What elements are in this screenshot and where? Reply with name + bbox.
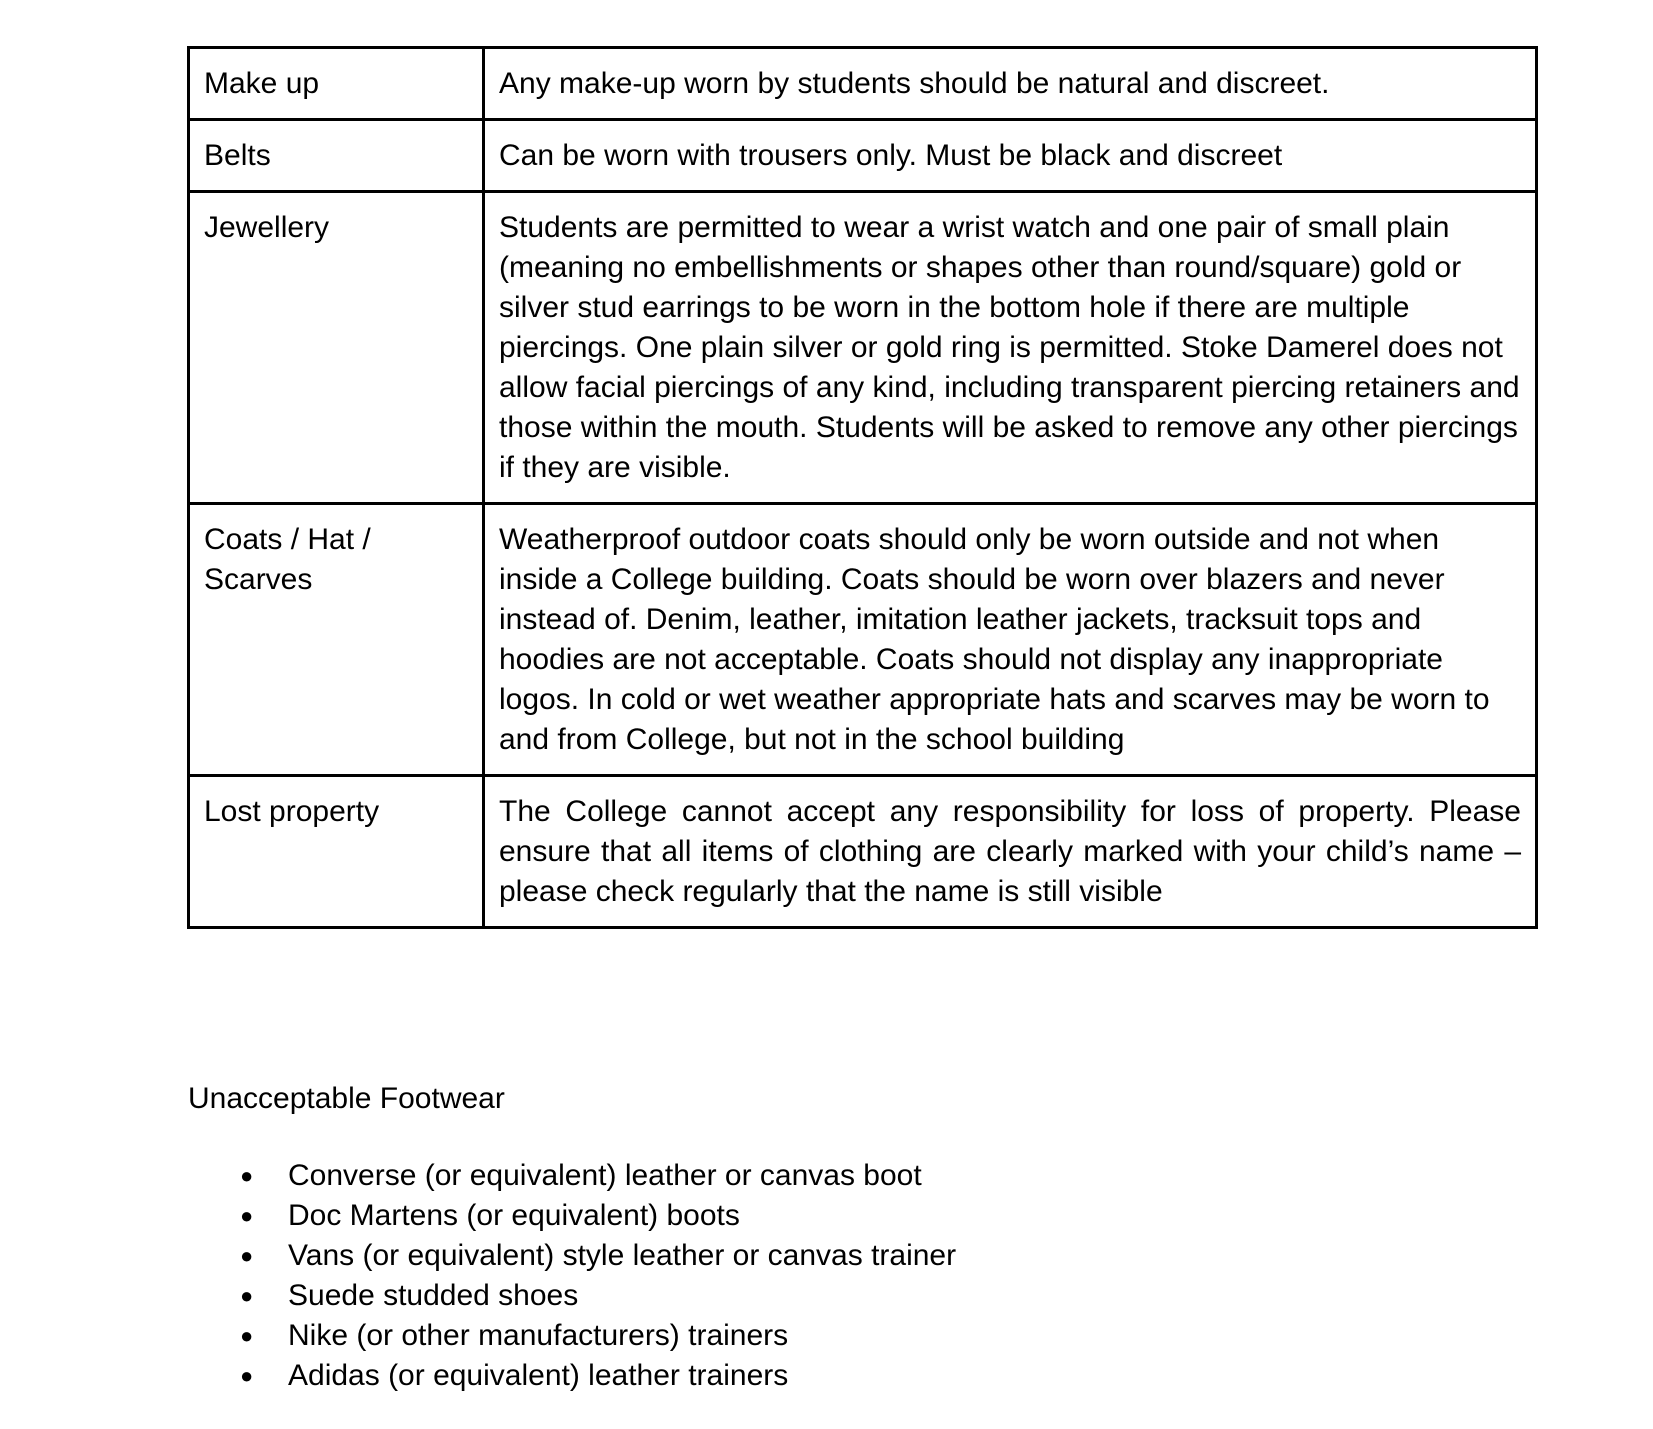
- table-row-coats-hat-scarves: [189, 504, 1537, 776]
- row-label: Lost property: [189, 776, 484, 928]
- list-item: [188, 1196, 956, 1236]
- row-label: Jewellery: [189, 192, 484, 504]
- list-item: [188, 1156, 956, 1196]
- unacceptable-footwear-list: [188, 1156, 956, 1396]
- list-item-text: Doc Martens (or equivalent) boots: [288, 1199, 740, 1232]
- row-label: Coats / Hat / Scarves: [189, 504, 484, 776]
- list-item-text: Nike (or other manufacturers) trainers: [288, 1319, 789, 1352]
- bullet-icon: ●: [240, 1283, 254, 1308]
- unacceptable-footwear-heading: Unacceptable Footwear: [188, 1082, 505, 1115]
- row-description: The College cannot accept any responsibility for loss of property. Please ensure that all items of clothing are clearly marked with your child’s name – please check regularly that the name is still visible: [484, 776, 1537, 928]
- table-row-belts: [189, 120, 1537, 192]
- table-row-jewellery: [189, 192, 1537, 504]
- bullet-icon: ●: [240, 1243, 254, 1268]
- list-item: [188, 1276, 956, 1316]
- list-item-text: Vans (or equivalent) style leather or canvas trainer: [288, 1239, 957, 1272]
- row-description: Can be worn with trousers only. Must be black and discreet: [484, 120, 1537, 192]
- row-description: Weatherproof outdoor coats should only be worn outside and not when inside a College building. Coats should be worn over blazers and never instead of. Denim, leather, imitation leather jackets, tracksuit tops and hoodies are not acceptable. Coats should not display any inappropriate logos. In cold or wet weather appropriate hats and scarves may be worn to and from College, but not in the school building: [484, 504, 1537, 776]
- bullet-icon: ●: [240, 1323, 254, 1348]
- list-item-text: Adidas (or equivalent) leather trainers: [288, 1359, 789, 1392]
- list-item-text: Suede studded shoes: [288, 1279, 579, 1312]
- bullet-icon: ●: [240, 1203, 254, 1228]
- row-label: Make up: [189, 48, 484, 120]
- row-label: Belts: [189, 120, 484, 192]
- bullet-icon: ●: [240, 1163, 254, 1188]
- list-item: [188, 1316, 956, 1356]
- table-row-make-up: [189, 48, 1537, 120]
- row-description: Any make-up worn by students should be natural and discreet.: [484, 48, 1537, 120]
- uniform-policy-table: [187, 46, 1538, 929]
- row-description: Students are permitted to wear a wrist watch and one pair of small plain (meaning no embellishments or shapes other than round/square) gold or silver stud earrings to be worn in the bottom hole if there are multiple piercings. One plain silver or gold ring is permitted. Stoke Damerel does not allow facial piercings of any kind, including transparent piercing retainers and those within the mouth. Students will be asked to remove any other piercings if they are visible.: [484, 192, 1537, 504]
- list-item: [188, 1356, 956, 1396]
- list-item: [188, 1236, 956, 1276]
- bullet-icon: ●: [240, 1363, 254, 1388]
- table-row-lost-property: [189, 776, 1537, 928]
- list-item-text: Converse (or equivalent) leather or canvas boot: [288, 1159, 922, 1192]
